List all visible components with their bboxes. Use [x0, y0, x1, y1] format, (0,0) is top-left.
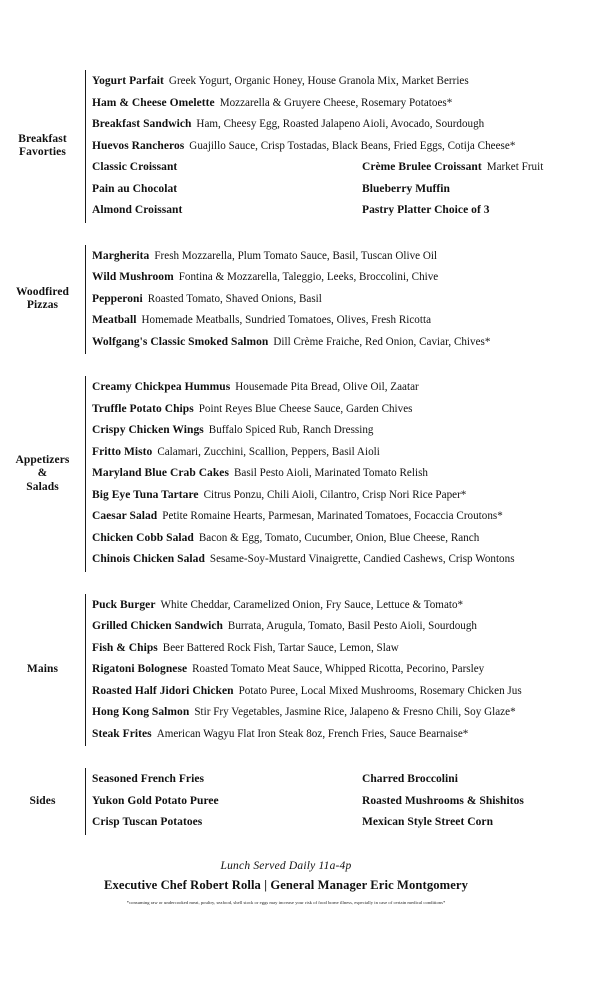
menu-item-name: Roasted Half Jidori Chicken: [92, 684, 234, 697]
menu-item-description: Guajillo Sauce, Crisp Tostadas, Black Beans, Fried Eggs, Cotija Cheese*: [189, 139, 516, 152]
menu-item-row[interactable]: [92, 659, 582, 681]
menu-item[interactable]: [92, 702, 516, 724]
menu-item-name: Classic Croissant: [92, 161, 178, 173]
menu-item-name: Crispy Chicken Wings: [92, 424, 204, 436]
menu-item-row[interactable]: [92, 289, 582, 311]
menu-item-description: Roasted Tomato, Shaved Onions, Basil: [147, 292, 322, 305]
menu-sections: [10, 70, 582, 835]
menu-item[interactable]: [362, 200, 495, 222]
menu-item[interactable]: [92, 399, 413, 421]
menu-footer: [10, 857, 582, 908]
menu-item-name: Puck Burger: [92, 598, 156, 611]
menu-item-name: Huevos Rancheros: [92, 139, 185, 152]
menu-item-row[interactable]: [92, 377, 582, 399]
menu-item-description: Homemade Meatballs, Sundried Tomatoes, Olives, Fresh Ricotta: [141, 314, 432, 326]
menu-item-description: Calamari, Zucchini, Scallion, Peppers, Basil Aioli: [157, 445, 380, 458]
menu-item-row[interactable]: [92, 595, 582, 617]
menu-item-row[interactable]: [92, 549, 582, 571]
menu-item-row[interactable]: [92, 399, 582, 421]
menu-item-row[interactable]: [92, 420, 582, 442]
menu-item[interactable]: [92, 332, 490, 354]
menu-item[interactable]: [92, 136, 515, 158]
menu-item-name: Meatball: [92, 314, 137, 326]
menu-item-name: Fritto Misto: [92, 445, 153, 458]
menu-item-name: Yogurt Parfait: [92, 75, 164, 87]
menu-item-row[interactable]: [92, 93, 582, 115]
menu-item-row[interactable]: [92, 310, 582, 332]
menu-item-row[interactable]: [92, 616, 582, 638]
menu-item[interactable]: [92, 377, 419, 399]
menu-item[interactable]: [362, 812, 498, 834]
menu-section: [10, 768, 582, 835]
menu-item-row[interactable]: [92, 485, 582, 507]
menu-item[interactable]: [92, 200, 362, 222]
menu-item[interactable]: [92, 485, 466, 507]
section-label-line: Pizzas: [26, 299, 59, 312]
menu-item-name: Crème Brulee Croissant: [362, 161, 482, 173]
menu-item-row[interactable]: [92, 638, 582, 660]
menu-item[interactable]: [92, 71, 469, 93]
menu-item-name: Caesar Salad: [92, 510, 158, 522]
menu-item-description: Burrata, Arugula, Tomato, Basil Pesto Aioli, Sourdough: [227, 620, 478, 632]
section-label-line: Appetizers: [15, 453, 70, 466]
section-label: [10, 768, 85, 835]
menu-item-name: Fish & Chips: [92, 641, 158, 654]
section-items: [85, 594, 582, 747]
menu-item-name: Wild Mushroom: [92, 271, 174, 283]
menu-item-row[interactable]: [92, 791, 582, 813]
menu-item-description: Housemade Pita Bread, Olive Oil, Zaatar: [235, 381, 419, 393]
menu-item-name: Charred Broccolini: [362, 773, 458, 785]
menu-item[interactable]: [92, 246, 437, 268]
service-hours: Lunch Served Daily 11a-4p: [220, 859, 352, 872]
menu-item-description: Mozzarella & Gruyere Cheese, Rosemary Potatoes*: [219, 96, 453, 109]
section-label-line: Salads: [26, 480, 59, 493]
menu-item-name: Creamy Chickpea Hummus: [92, 381, 231, 393]
menu-item[interactable]: [92, 528, 479, 550]
menu-item-description: Buffalo Spiced Rub, Ranch Dressing: [208, 424, 374, 436]
section-items: [85, 376, 582, 572]
menu-item[interactable]: [362, 791, 529, 813]
menu-item-description: Petite Romaine Hearts, Parmesan, Marinated Tomatoes, Focaccia Croutons*: [162, 510, 503, 522]
menu-item-name: Steak Frites: [92, 727, 152, 740]
menu-item-description: Sesame-Soy-Mustard Vinaigrette, Candied Cashews, Crisp Wontons: [209, 553, 515, 565]
section-label: [10, 376, 85, 572]
menu-item[interactable]: [92, 157, 362, 179]
menu-item-description: Fresh Mozzarella, Plum Tomato Sauce, Basil, Tuscan Olive Oil: [154, 249, 438, 262]
menu-item-row[interactable]: [92, 812, 582, 834]
menu-item-name: Chicken Cobb Salad: [92, 531, 194, 544]
menu-section: [10, 70, 582, 223]
menu-item-description: Ham, Cheesy Egg, Roasted Jalapeno Aioli, Avocado, Sourdough: [196, 118, 485, 130]
menu-item[interactable]: [92, 681, 522, 703]
menu-section: [10, 594, 582, 747]
menu-item[interactable]: [362, 157, 543, 179]
menu-item-row[interactable]: [92, 724, 582, 746]
menu-item-name: Hong Kong Salmon: [92, 706, 190, 718]
menu-item[interactable]: [92, 549, 515, 571]
menu-item[interactable]: [92, 724, 468, 746]
menu-item-description: Dill Crème Fraiche, Red Onion, Caviar, Chives*: [273, 335, 491, 348]
section-label-line: Sides: [29, 794, 56, 807]
menu-item-name: Chinois Chicken Salad: [92, 553, 205, 565]
section-label-line: Breakfast: [18, 132, 67, 145]
menu-item[interactable]: [92, 442, 380, 464]
menu-item-description: Market Fruit: [486, 161, 544, 173]
menu-item-name: Almond Croissant: [92, 204, 183, 216]
health-disclaimer: *consuming raw or undercooked meat, poultry, seafood, shell stock or eggs may increase your risk of food borne illness, especially in case of certain medical conditions*: [126, 899, 446, 905]
section-label-line: &: [37, 467, 48, 479]
menu-item-description: Roasted Tomato Meat Sauce, Whipped Ricotta, Pecorino, Parsley: [192, 663, 485, 675]
menu-item-row[interactable]: [92, 114, 582, 136]
menu-item-row[interactable]: [92, 179, 582, 201]
menu-item-name: Breakfast Sandwich: [92, 118, 192, 130]
menu-item-description: American Wagyu Flat Iron Steak 8oz, French Fries, Sauce Bearnaise*: [156, 727, 469, 740]
menu-item-description: Fontina & Mozzarella, Taleggio, Leeks, Broccolini, Chive: [178, 271, 439, 283]
menu-item[interactable]: [92, 420, 373, 442]
menu-item-description: Beer Battered Rock Fish, Tartar Sauce, Lemon, Slaw: [162, 641, 399, 654]
menu-item-name: Ham & Cheese Omelette: [92, 96, 215, 109]
section-items: [85, 245, 582, 355]
menu-item-row[interactable]: [92, 528, 582, 550]
menu-item-row[interactable]: [92, 246, 582, 268]
menu-item-description: Basil Pesto Aioli, Marinated Tomato Relish: [233, 467, 428, 479]
menu-item-name: Margherita: [92, 249, 150, 262]
menu-item[interactable]: [92, 463, 428, 485]
section-label: [10, 245, 85, 355]
menu-item-name: Roasted Mushrooms & Shishitos: [362, 794, 524, 807]
menu-item-name: Maryland Blue Crab Cakes: [92, 467, 229, 479]
menu-section: [10, 245, 582, 355]
menu-item[interactable]: [92, 638, 399, 660]
menu-item[interactable]: [92, 595, 463, 617]
menu-item-description: Potato Puree, Local Mixed Mushrooms, Rosemary Chicken Jus: [238, 684, 522, 697]
menu-item-row[interactable]: [92, 200, 582, 222]
menu-item[interactable]: [92, 114, 484, 136]
menu-item[interactable]: [92, 616, 477, 638]
menu-item-row[interactable]: [92, 506, 582, 528]
menu-item-row[interactable]: [92, 681, 582, 703]
menu-item-description: White Cheddar, Caramelized Onion, Fry Sauce, Lettuce & Tomato*: [160, 598, 464, 611]
menu-item-row[interactable]: [92, 136, 582, 158]
menu-item-name: Pepperoni: [92, 292, 143, 305]
menu-item-row[interactable]: [92, 769, 582, 791]
menu-item-row[interactable]: [92, 442, 582, 464]
menu-item-name: Grilled Chicken Sandwich: [92, 620, 223, 632]
menu-item-row[interactable]: [92, 463, 582, 485]
menu-item-description: Point Reyes Blue Cheese Sauce, Garden Chives: [198, 402, 413, 415]
section-label-line: Mains: [26, 663, 59, 675]
menu-item-description: Citrus Ponzu, Chili Aioli, Cilantro, Crisp Nori Rice Paper*: [203, 488, 467, 501]
menu-item-name: Crisp Tuscan Potatoes: [92, 816, 203, 828]
menu-item-name: Yukon Gold Potato Puree: [92, 794, 219, 807]
menu-item-description: Greek Yogurt, Organic Honey, House Granola Mix, Market Berries: [168, 75, 469, 87]
menu-item-name: Pastry Platter Choice of 3: [362, 204, 490, 216]
menu-item-row[interactable]: [92, 71, 582, 93]
menu-item-row[interactable]: [92, 702, 582, 724]
menu-item-name: Rigatoni Bolognese: [92, 663, 188, 675]
section-items: [85, 70, 582, 223]
menu-item-name: Blueberry Muffin: [362, 182, 450, 195]
menu-item-name: Wolfgang's Classic Smoked Salmon: [92, 335, 269, 348]
section-label: [10, 70, 85, 223]
menu-item[interactable]: [92, 769, 362, 791]
menu-item[interactable]: [92, 310, 431, 332]
menu-item[interactable]: [92, 791, 362, 813]
menu-item[interactable]: [92, 812, 362, 834]
menu-item-name: Seasoned French Fries: [92, 773, 204, 785]
menu-item[interactable]: [92, 659, 484, 681]
section-label-line: Woodfired: [15, 285, 70, 298]
menu-item[interactable]: [92, 267, 438, 289]
menu-item-name: Big Eye Tuna Tartare: [92, 488, 199, 501]
menu-item-description: Stir Fry Vegetables, Jasmine Rice, Jalapeno & Fresno Chili, Soy Glaze*: [194, 706, 516, 718]
menu-item-name: Mexican Style Street Corn: [362, 816, 494, 828]
menu-section: [10, 376, 582, 572]
menu-item[interactable]: [92, 506, 503, 528]
section-label: [10, 594, 85, 747]
menu-item-name: Pain au Chocolat: [92, 182, 178, 195]
menu-item-description: Bacon & Egg, Tomato, Cucumber, Onion, Blue Cheese, Ranch: [198, 531, 480, 544]
menu-item[interactable]: [362, 769, 463, 791]
menu-item[interactable]: [92, 179, 362, 201]
menu-item-row[interactable]: [92, 332, 582, 354]
menu-item-row[interactable]: [92, 267, 582, 289]
menu-item[interactable]: [92, 289, 322, 311]
menu-item-row[interactable]: [92, 157, 582, 179]
menu-item[interactable]: [92, 93, 452, 115]
section-label-line: Favorties: [19, 146, 66, 159]
staff-credits: Executive Chef Robert Rolla | General Manager Eric Montgomery: [104, 877, 468, 892]
section-items: [85, 768, 582, 835]
menu-item-name: Truffle Potato Chips: [92, 402, 194, 415]
menu-item[interactable]: [362, 179, 455, 201]
